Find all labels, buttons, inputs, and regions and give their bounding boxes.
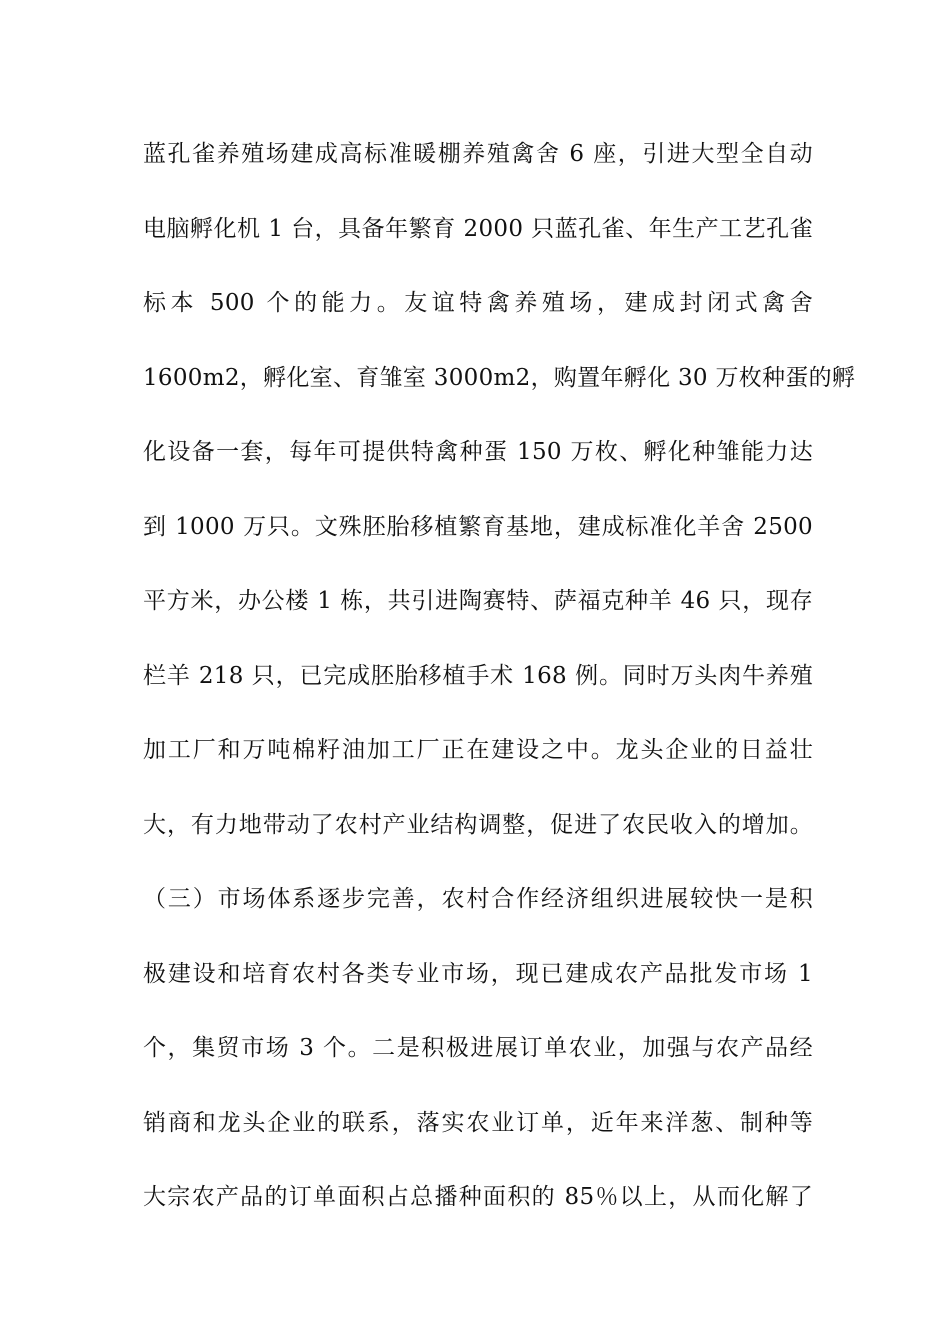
section-heading-line: （三）市场体系逐步完善，农村合作经济组织进展较快一是积: [143, 886, 813, 912]
text-line: 栏羊 218 只，已完成胚胎移植手术 168 例。同时万头肉牛养殖: [143, 662, 813, 689]
text-line: 标本 500 个的能力。友谊特禽养殖场，建成封闭式禽舍: [143, 290, 813, 316]
text-line: 销商和龙头企业的联系，落实农业订单，近年来洋葱、制种等: [143, 1109, 813, 1136]
text-line: 电脑孵化机 1 台，具备年繁育 2000 只蓝孔雀、年生产工艺孔雀: [143, 215, 813, 242]
text-line: 极建设和培育农村各类专业市场，现已建成农产品批发市场 1: [143, 960, 813, 987]
text-line: 大，有力地带动了农村产业结构调整，促进了农民收入的增加。: [143, 811, 813, 838]
text-line: 到 1000 万只。文殊胚胎移植繁育基地，建成标准化羊舍 2500: [143, 513, 813, 540]
text-line: 1600m2，孵化室、育雏室 3000m2，购置年孵化 30 万枚种蛋的孵: [143, 364, 856, 391]
text-line: 平方米，办公楼 1 栋，共引进陶赛特、萨福克种羊 46 只，现存: [143, 588, 813, 614]
text-line: 加工厂和万吨棉籽油加工厂正在建设之中。龙头企业的日益壮: [143, 737, 813, 763]
text-line: 蓝孔雀养殖场建成高标准暖棚养殖禽舍 6 座，引进大型全自动: [143, 141, 813, 167]
body-text: [143, 130, 856, 1248]
text-line: 化设备一套，每年可提供特禽种蛋 150 万枚、孵化种雏能力达: [143, 439, 813, 465]
text-line: 大宗农产品的订单面积占总播种面积的 85％以上，从而化解了: [143, 1184, 813, 1210]
text-line: 个，集贸市场 3 个。二是积极进展订单农业，加强与农产品经: [143, 1035, 813, 1061]
